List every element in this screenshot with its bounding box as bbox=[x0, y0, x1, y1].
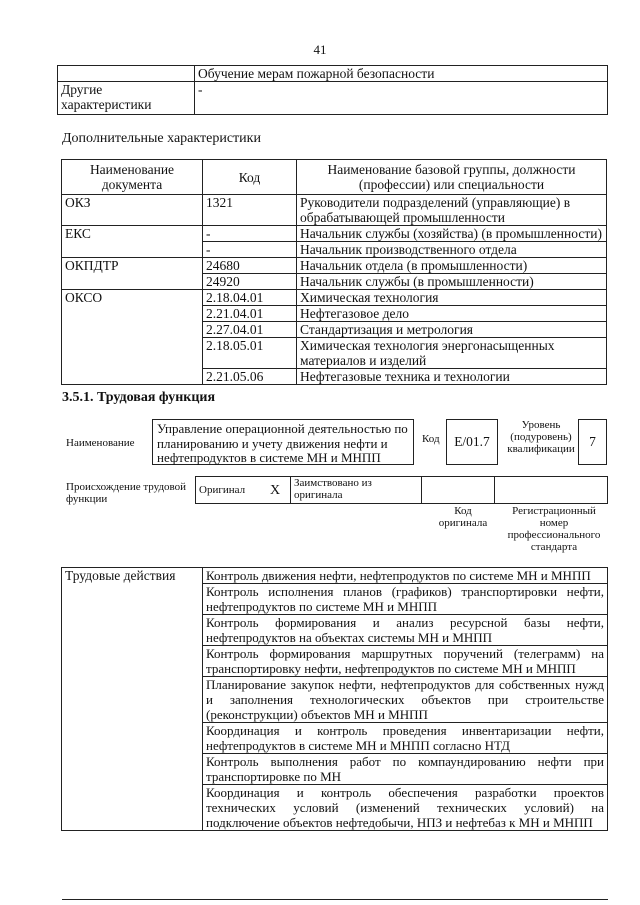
other-label: Другие характеристики bbox=[58, 82, 195, 115]
table-row bbox=[62, 369, 607, 385]
name-cell: Начальник службы (в промышленности) bbox=[297, 274, 607, 290]
action-item: Контроль формирования и анализ ресурсной базы нефти, нефтепродуктов на объектах системы МН и МНПП bbox=[203, 615, 608, 646]
name-cell: Руководители подразделений (управляющие) в обрабатывающей промышленности bbox=[297, 195, 607, 226]
original-label: Оригинал bbox=[196, 477, 261, 504]
actions-label: Трудовые действия bbox=[62, 568, 203, 831]
doc-cell bbox=[62, 274, 203, 290]
name-cell: Начальник производственного отдела bbox=[297, 242, 607, 258]
level-label: Уровень (подуровень) квалификации bbox=[507, 419, 575, 455]
table-row bbox=[62, 322, 607, 338]
original-mark: X bbox=[260, 477, 291, 504]
code-cell: - bbox=[203, 242, 297, 258]
table-row bbox=[62, 568, 608, 584]
code-original-label: Код оригинала bbox=[438, 505, 488, 529]
table-row bbox=[62, 306, 607, 322]
name-cell: Химическая технология bbox=[297, 290, 607, 306]
labor-actions-table bbox=[61, 567, 608, 831]
table-row bbox=[62, 258, 607, 274]
name-label: Наименование bbox=[66, 437, 135, 449]
doc-cell: ЕКС bbox=[62, 226, 203, 242]
other-first-row: Обучение мерам пожарной безопасности bbox=[195, 66, 608, 82]
section-title: 3.5.1. Трудовая функция bbox=[62, 390, 216, 405]
header-code: Код bbox=[203, 160, 297, 195]
origin-table bbox=[195, 476, 608, 504]
code-cell: 2.21.04.01 bbox=[203, 306, 297, 322]
action-item: Контроль выполнения работ по компаундированию нефти при транспортировке по МН bbox=[203, 754, 608, 785]
function-code: E/01.7 bbox=[446, 419, 498, 465]
table-row bbox=[62, 338, 607, 369]
code-cell: 2.21.05.06 bbox=[203, 369, 297, 385]
code-cell: 2.18.05.01 bbox=[203, 338, 297, 369]
table-row bbox=[62, 195, 607, 226]
doc-cell bbox=[62, 322, 203, 338]
code-cell: - bbox=[203, 226, 297, 242]
table-row bbox=[62, 290, 607, 306]
action-item: Контроль формирования маршрутных поручений (телеграмм) на транспортировку нефти, нефтепродуктов по системе МН и МНПП bbox=[203, 646, 608, 677]
action-item: Координация и контроль проведения инвентаризации нефти, нефтепродуктов в системе МН и МНПП согласно НТД bbox=[203, 723, 608, 754]
other-value: - bbox=[195, 82, 608, 115]
action-item: Контроль исполнения планов (графиков) транспортировки нефти, нефтепродуктов по системе МН и МНПП bbox=[203, 584, 608, 615]
doc-cell bbox=[62, 242, 203, 258]
name-cell: Химическая технология энергонасыщенных материалов и изделий bbox=[297, 338, 607, 369]
code-cell: 1321 bbox=[203, 195, 297, 226]
code-original-cell bbox=[422, 477, 495, 504]
doc-cell: ОКПДТР bbox=[62, 258, 203, 274]
header-doc: Наименование документа bbox=[62, 160, 203, 195]
action-item: Координация и контроль обеспечения разработки проектов технических условий (изменений технических условий) на подключение объектов нефтедобычи, НПЗ и нефтебаз к МН и МНПП bbox=[203, 785, 608, 831]
name-cell: Нефтегазовые техника и технологии bbox=[297, 369, 607, 385]
name-cell: Начальник службы (хозяйства) (в промышленности) bbox=[297, 226, 607, 242]
code-cell: 2.18.04.01 bbox=[203, 290, 297, 306]
doc-cell: ОКЗ bbox=[62, 195, 203, 226]
reg-number-cell bbox=[495, 477, 608, 504]
code-cell: 2.27.04.01 bbox=[203, 322, 297, 338]
empty-cell bbox=[58, 66, 195, 82]
other-characteristics-table bbox=[57, 65, 608, 115]
code-cell: 24680 bbox=[203, 258, 297, 274]
doc-cell: ОКСО bbox=[62, 290, 203, 306]
doc-cell bbox=[62, 338, 203, 369]
doc-cell bbox=[62, 306, 203, 322]
name-cell: Начальник отдела (в промышленности) bbox=[297, 258, 607, 274]
code-cell: 24920 bbox=[203, 274, 297, 290]
reg-number-label: Регистрационный номер профессионального стандарта bbox=[507, 505, 601, 553]
borrowed-label: Заимствовано из оригинала bbox=[291, 477, 422, 504]
additional-title: Дополнительные характеристики bbox=[62, 131, 261, 146]
table-row bbox=[62, 242, 607, 258]
table-row bbox=[62, 226, 607, 242]
bottom-divider bbox=[62, 899, 608, 900]
action-item: Контроль движения нефти, нефтепродуктов по системе МН и МНПП bbox=[203, 568, 608, 584]
action-item: Планирование закупок нефти, нефтепродуктов для собственных нужд и заполнения технологических объектов при строительстве (реконструкции) объектов МН и МНПП bbox=[203, 677, 608, 723]
name-cell: Стандартизация и метрология bbox=[297, 322, 607, 338]
function-level: 7 bbox=[578, 419, 607, 465]
header-name: Наименование базовой группы, должности (профессии) или специальности bbox=[297, 160, 607, 195]
code-label: Код bbox=[422, 433, 440, 445]
table-header-row bbox=[62, 160, 607, 195]
name-cell: Нефтегазовое дело bbox=[297, 306, 607, 322]
doc-cell bbox=[62, 369, 203, 385]
function-name: Управление операционной деятельностью по планированию и учету движения нефти и нефтепродуктов в системе МН и МНПП bbox=[152, 419, 414, 465]
page-number: 41 bbox=[313, 42, 327, 57]
table-row bbox=[62, 274, 607, 290]
additional-table bbox=[61, 159, 607, 385]
origin-label: Происхождение трудовой функции bbox=[66, 481, 187, 505]
